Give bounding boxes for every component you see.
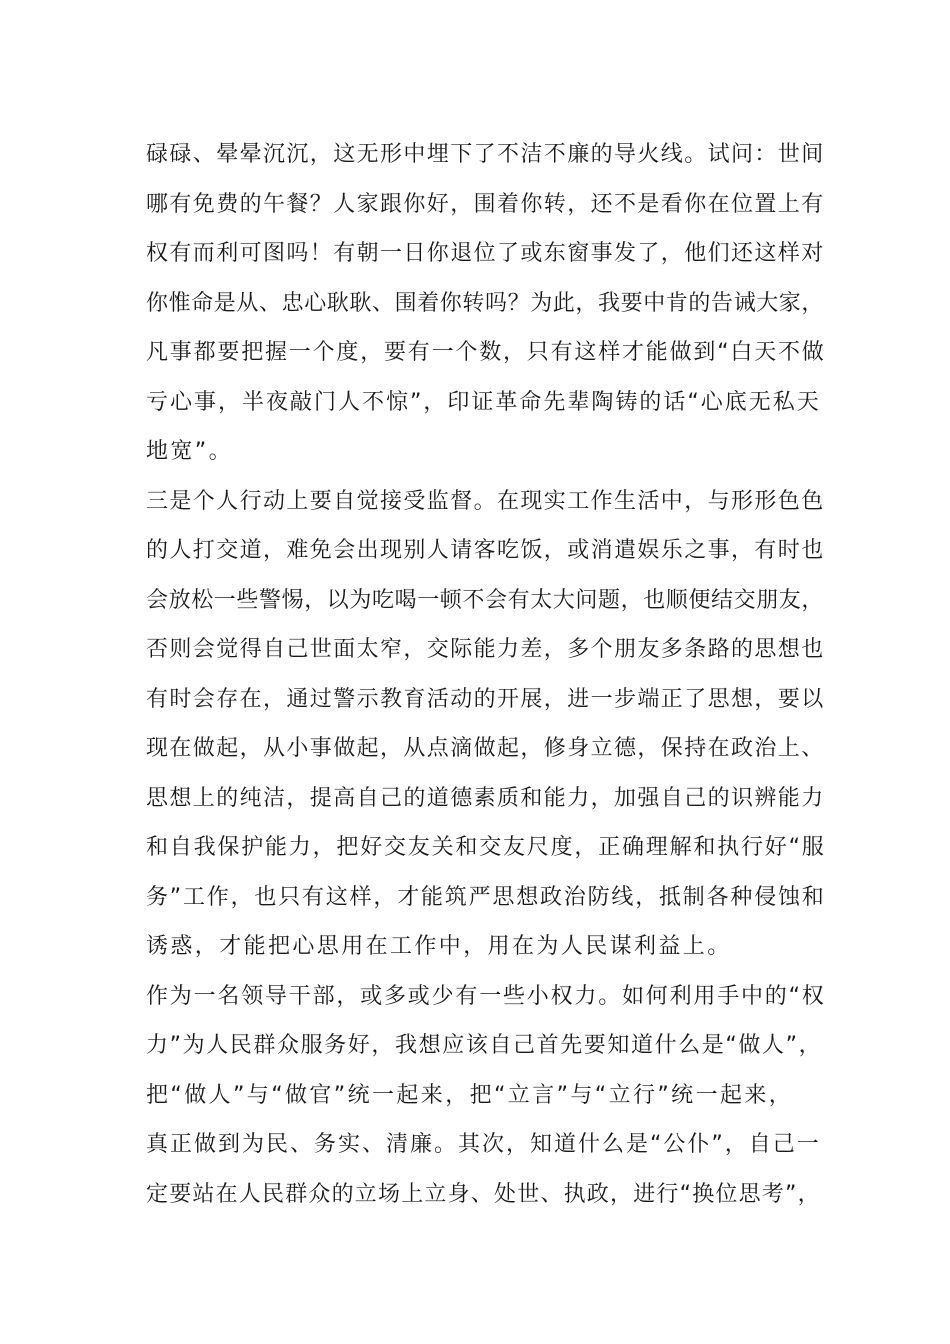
text-line: 的人打交道，难免会出现别人请客吃饭，或消遣娱乐之事，有时也 [146, 538, 825, 563]
text-line: 亏心事，半夜敲门人不惊”，印证革命先辈陶铸的话“心底无私天 [146, 389, 821, 415]
text-line: 哪有免费的午餐？人家跟你好，围着你转，还不是看你在位置上有 [146, 191, 825, 217]
text-line: 现在做起，从小事做起，从点滴做起，修身立德，保持在政治上、 [146, 736, 825, 761]
text-line: 把“做人”与“做官”统一起来，把“立言”与“立行”统一起来， [146, 1082, 794, 1108]
text-line: 你惟命是从、忠心耿耿、围着你转吗？为此，我要中肯的告诫大家， [146, 290, 825, 316]
text-line: 力”为人民群众服务好，我想应该自己首先要知道什么是“做人”， [146, 1033, 823, 1058]
text-line: 作为一名领导干部，或多或少有一些小权力。如何利用手中的“权 [146, 983, 826, 1009]
text-line: 定要站在人民群众的立场上立身、处世、执政，进行“换位思考”， [146, 1181, 821, 1207]
text-line: 诱惑，才能把心思用在工作中，用在为人民谋利益上。 [146, 934, 732, 959]
text-line: 会放松一些警惕，以为吃喝一顿不会有太大问题，也顺便结交朋友， [146, 587, 825, 613]
body-text [146, 130, 826, 1219]
text-line: 三是个人行动上要自觉接受监督。在现实工作生活中，与形形色色 [146, 488, 825, 514]
text-line: 权有而利可图吗！有朝一日你退位了或东窗事发了，他们还这样对 [146, 241, 825, 266]
text-line: 务”工作，也只有这样，才能筑严思想政治防线，抵制各种侵蚀和 [146, 884, 826, 910]
text-line: 有时会存在，通过警示教育活动的开展，进一步端正了思想，要以 [146, 686, 825, 712]
text-line: 思想上的纯洁，提高自己的道德素质和能力，加强自己的识辨能力 [146, 785, 825, 811]
text-line: 否则会觉得自己世面太窄，交际能力差，多个朋友多条路的思想也 [146, 637, 825, 662]
text-line: 碌碌、晕晕沉沉，这无形中埋下了不洁不廉的导火线。试问：世间 [146, 142, 825, 167]
text-line: 和自我保护能力，把好交友关和交友尺度，正确理解和执行好“服 [146, 835, 826, 860]
text-line: 凡事都要把握一个度，要有一个数，只有这样才能做到“白天不做 [146, 340, 826, 365]
text-line: 地宽”。 [146, 439, 233, 464]
text-line: 真正做到为民、务实、清廉。其次，知道什么是“公仆”，自己一 [146, 1132, 821, 1157]
